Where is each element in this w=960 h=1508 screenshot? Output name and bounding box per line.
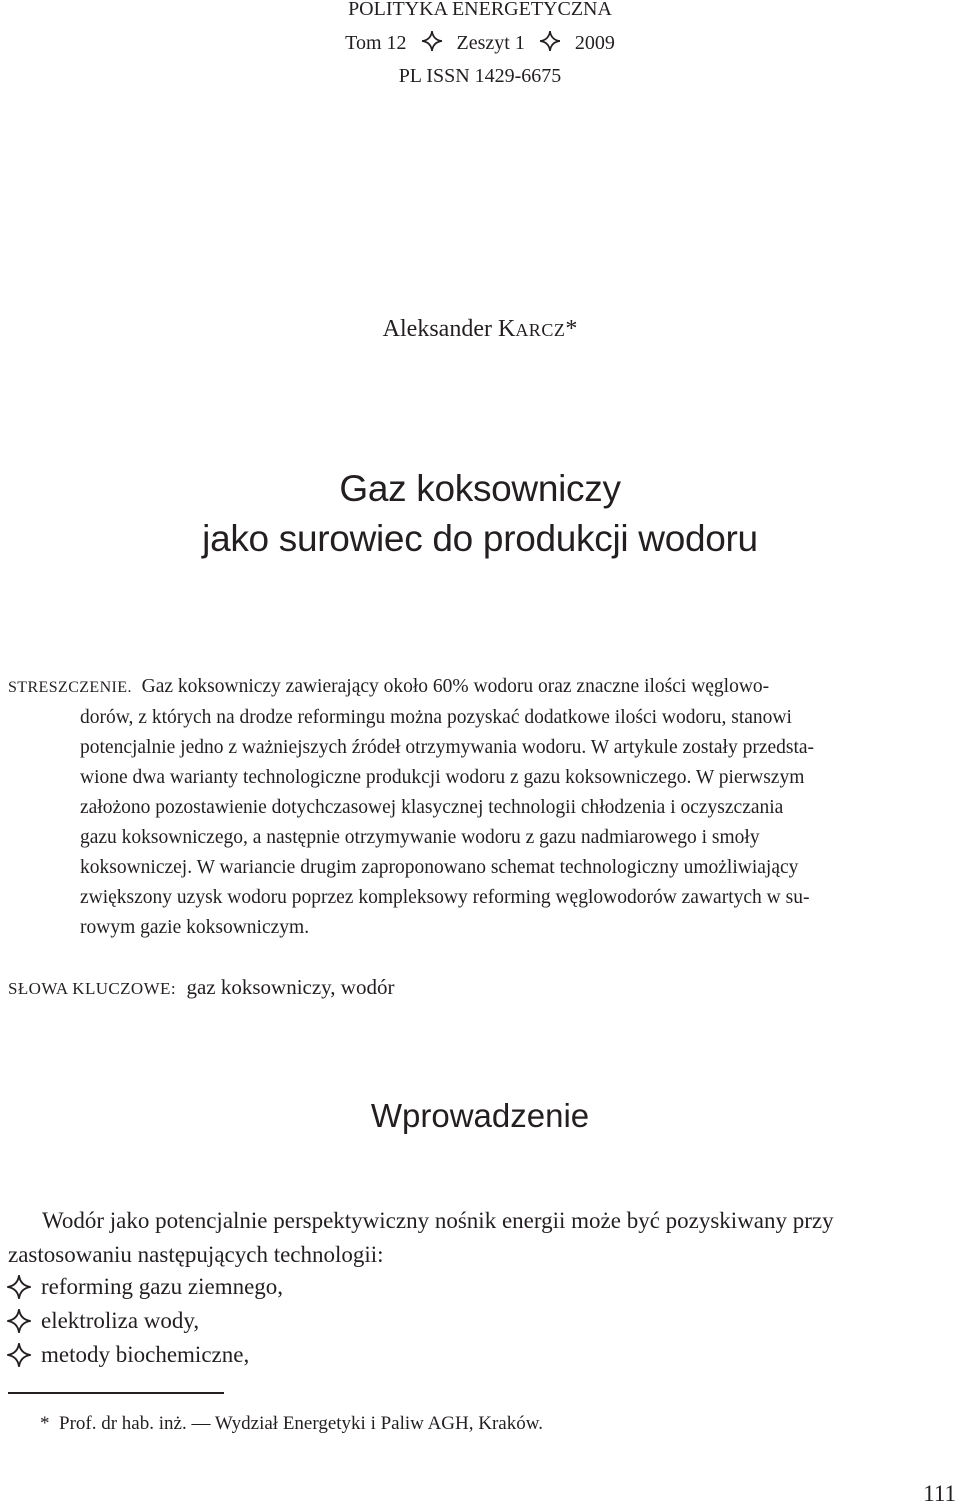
abstract-label: STRESZCZENIE. <box>8 679 132 696</box>
list-item-text: elektroliza wody, <box>41 1308 200 1333</box>
abstract-line: dorów, z których na drodze reformingu można pozyskać dodatkowe ilości wodoru, stanowi <box>80 707 792 728</box>
journal-title: POLITYKA ENERGETYCZNA <box>348 0 612 20</box>
title-line-2: jako surowiec do produkcji wodoru <box>202 518 758 559</box>
issue-line <box>0 30 960 55</box>
technology-list <box>6 1270 283 1372</box>
journal-name <box>0 0 960 21</box>
keywords-value: gaz koksowniczy, wodór <box>186 975 395 999</box>
abstract-line: rowym gazie koksowniczym. <box>80 917 310 938</box>
list-item <box>6 1338 283 1372</box>
footnote <box>40 1412 543 1436</box>
abstract-line: założono pozostawienie dotychczasowej klasycznej technologii chłodzenia i oczyszczania <box>80 797 784 818</box>
paragraph-line: zastosowaniu następujących technologii: <box>8 1242 384 1267</box>
body-paragraph <box>8 1204 958 1272</box>
issn: PL ISSN 1429-6675 <box>398 65 562 87</box>
footnote-text: Prof. dr hab. inż. — Wydział Energetyki i Paliw AGH, Kraków. <box>59 1413 543 1434</box>
keywords-label: SŁOWA KLUCZOWE: <box>8 979 176 998</box>
keywords <box>8 972 394 1004</box>
author-mark: * <box>565 316 578 342</box>
list-item-text: reforming gazu ziemnego, <box>41 1274 284 1299</box>
abstract <box>8 672 957 943</box>
issn-line <box>0 64 960 88</box>
title-line-1: Gaz koksowniczy <box>339 468 621 509</box>
section-heading-text: Wprowadzenie <box>370 1097 590 1134</box>
issue: Zeszyt 1 <box>456 32 525 54</box>
year: 2009 <box>574 32 615 54</box>
abstract-line <box>8 672 957 703</box>
abstract-line: koksowniczej. W wariancie drugim zaproponowano schemat technologiczny umożliwiający <box>80 857 799 878</box>
list-item <box>6 1270 283 1304</box>
list-item <box>6 1304 283 1338</box>
author-last-rest: ARCZ <box>515 320 566 340</box>
page-number: 111 <box>923 1481 956 1506</box>
abstract-line: wione dwa warianty technologiczne produkcji wodoru z gazu koksowniczego. W pierwszym <box>80 767 805 788</box>
abstract-line: potencjalnie jedno z ważniejszych źródeł otrzymywania wodoru. W artykule zostały przedsta- <box>80 737 815 758</box>
star-bullet-icon <box>6 1274 41 1300</box>
star-separator-icon <box>539 30 561 52</box>
author-last-initial: K <box>497 316 516 342</box>
abstract-line: zwiększony uzysk wodoru poprzez kompleksowy reforming węglowodorów zawartych w su- <box>80 887 810 908</box>
abstract-line: gazu koksowniczego, a następnie otrzymywanie wodoru z gazu nadmiarowego i smoły <box>80 827 760 848</box>
star-bullet-icon <box>6 1308 41 1334</box>
section-heading <box>0 1096 960 1136</box>
abstract-text: Gaz koksowniczy zawierający około 60% wodoru oraz znaczne ilości węglowo- <box>141 676 770 697</box>
star-separator-icon <box>421 30 443 52</box>
volume: Tom 12 <box>345 32 407 54</box>
footnote-rule <box>8 1392 224 1394</box>
article-title <box>0 464 960 564</box>
author-last-name <box>498 316 577 342</box>
paragraph-line: Wodór jako potencjalnie perspektywiczny nośnik energii może być pozyskiwany przy <box>42 1208 834 1233</box>
star-bullet-icon <box>6 1342 41 1368</box>
author <box>0 314 960 345</box>
footnote-mark: * <box>40 1413 50 1434</box>
list-item-text: metody biochemiczne, <box>41 1342 250 1367</box>
author-first-name: Aleksander <box>382 316 492 342</box>
